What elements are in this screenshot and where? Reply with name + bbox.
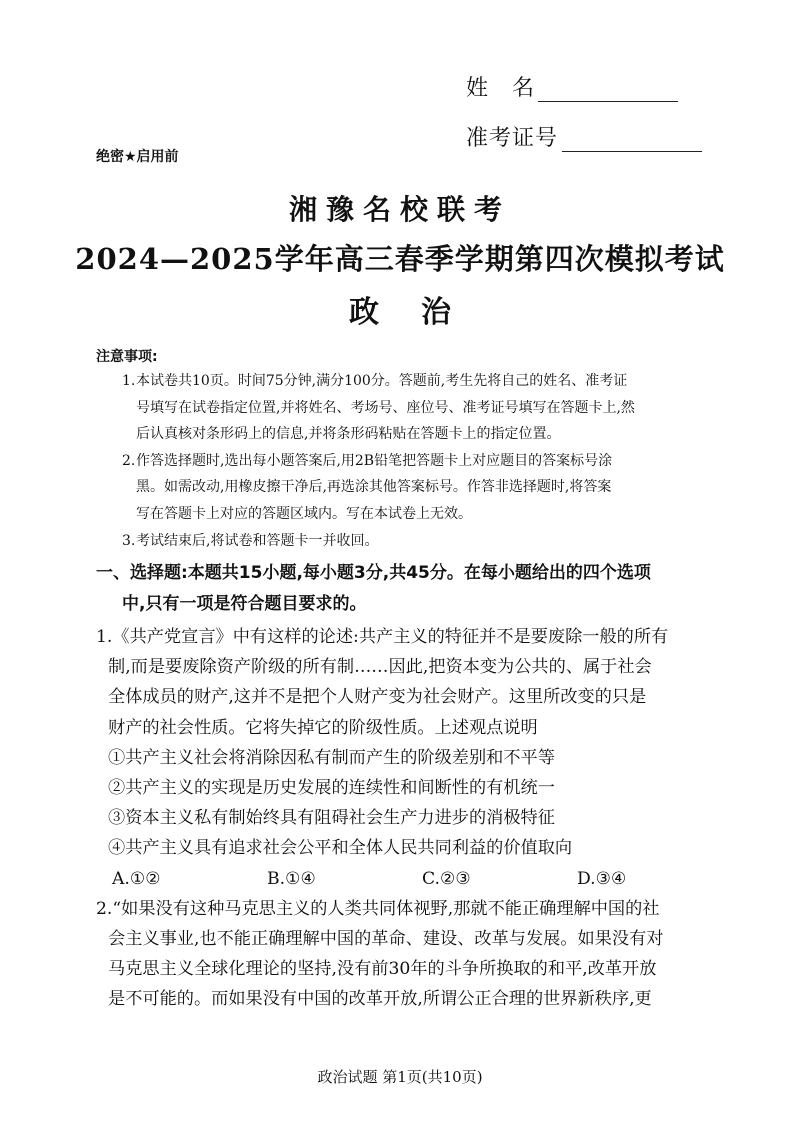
- statement-option: ③资本主义私有制始终具有阻碍社会生产力进步的消极特征: [108, 808, 555, 829]
- note-line: 作答选择题时,选出每小题答案后,用2B铅笔把答题卡上对应题目的答案标号涂: [136, 452, 613, 469]
- note-item: [122, 448, 722, 528]
- exam-id-blank: [562, 127, 702, 152]
- statement-option: ④共产主义具有追求社会公平和全体人民共同利益的价值取向: [108, 838, 573, 859]
- page-footer: 政治试题 第1页(共10页): [317, 1068, 483, 1086]
- question-stem-line: 制,而是要废除资产阶级的所有制……因此,把资本变为公共的、属于社会: [108, 657, 652, 678]
- choice-b: B.①④: [267, 868, 316, 889]
- choice-d: D.③④: [577, 868, 627, 889]
- candidate-info: [466, 52, 726, 152]
- subject-title: 政治: [349, 295, 493, 330]
- statement-option: ②共产主义的实现是历史发展的连续性和间断性的有机统一: [108, 778, 555, 799]
- note-line: 考试结束后,将试卷和答题卡一并收回。: [136, 532, 379, 549]
- note-line: 本试卷共10页。时间75分钟,满分100分。答题前,考生先将自己的姓名、准考证: [136, 373, 628, 389]
- name-blank: [538, 77, 678, 102]
- section-heading-line: 一、选择题:本题共15小题,每小题3分,共45分。在每小题给出的四个选项: [96, 563, 651, 583]
- exam-title: 2024—2025学年高三春季学期第四次模拟考试: [75, 242, 725, 276]
- note-number: 3.: [122, 532, 136, 549]
- question-stem-line: 马克思主义全球化理论的坚持,没有前30年的斗争所换取的和平,改革开放: [108, 959, 657, 980]
- notes-heading: 注意事项:: [96, 349, 158, 365]
- note-item: [122, 528, 722, 555]
- name-field: [466, 52, 726, 102]
- answer-choices: [96, 864, 732, 894]
- note-line: 写在答题卡上对应的答题区域内。写在本试卷上无效。: [136, 505, 472, 522]
- note-item: [122, 368, 722, 448]
- exam-id-field: [466, 102, 726, 152]
- note-number: 2.: [122, 452, 136, 469]
- choice-c: C.②③: [422, 868, 471, 889]
- questions: [96, 622, 732, 1015]
- question-stem-line: 是不可能的。而如果没有中国的改革开放,所谓公正合理的世界新秩序,更: [108, 989, 652, 1010]
- notes-list: [122, 368, 722, 554]
- note-number: 1.: [122, 373, 136, 389]
- section-heading: [96, 558, 726, 620]
- section-heading-line: 中,只有一项是符合题目要求的。: [122, 594, 367, 614]
- exam-id-label: 准考证号: [466, 126, 559, 151]
- question-2: [96, 894, 732, 1015]
- note-line: 后认真核对条形码上的信息,并将条形码粘贴在答题卡上的指定位置。: [136, 426, 561, 443]
- note-line: 号填写在试卷指定位置,并将姓名、考场号、座位号、准考证号填写在答题卡上,然: [136, 399, 635, 416]
- question-stem-line: 1.《共产党宣言》中有这样的论述:共产主义的特征并不是要废除一般的所有: [96, 627, 669, 647]
- question-stem-line: 会主义事业,也不能正确理解中国的革命、建设、改革与发展。如果没有对: [108, 929, 664, 950]
- choice-a: A.①②: [112, 868, 161, 889]
- question-stem-line: 财产的社会性质。它将失掉它的阶级性质。上述观点说明: [108, 717, 538, 738]
- question-stem-line: 2.“如果没有这种马克思主义的人类共同体视野,那就不能正确理解中国的社: [96, 898, 660, 919]
- note-line: 黑。如需改动,用橡皮擦干净后,再选涂其他答案标号。作答非选择题时,将答案: [136, 479, 612, 496]
- question-1: [96, 622, 732, 894]
- question-stem-line: 全体成员的财产,这并不是把个人财产变为社会财产。这里所改变的只是: [108, 687, 647, 708]
- statement-option: ①共产主义社会将消除因私有制而产生的阶级差别和不平等: [108, 747, 555, 768]
- confidential-label: 绝密★启用前: [96, 149, 179, 165]
- exam-organizer-title: 湘豫名校联考: [288, 193, 511, 226]
- name-label: 姓名: [466, 76, 559, 101]
